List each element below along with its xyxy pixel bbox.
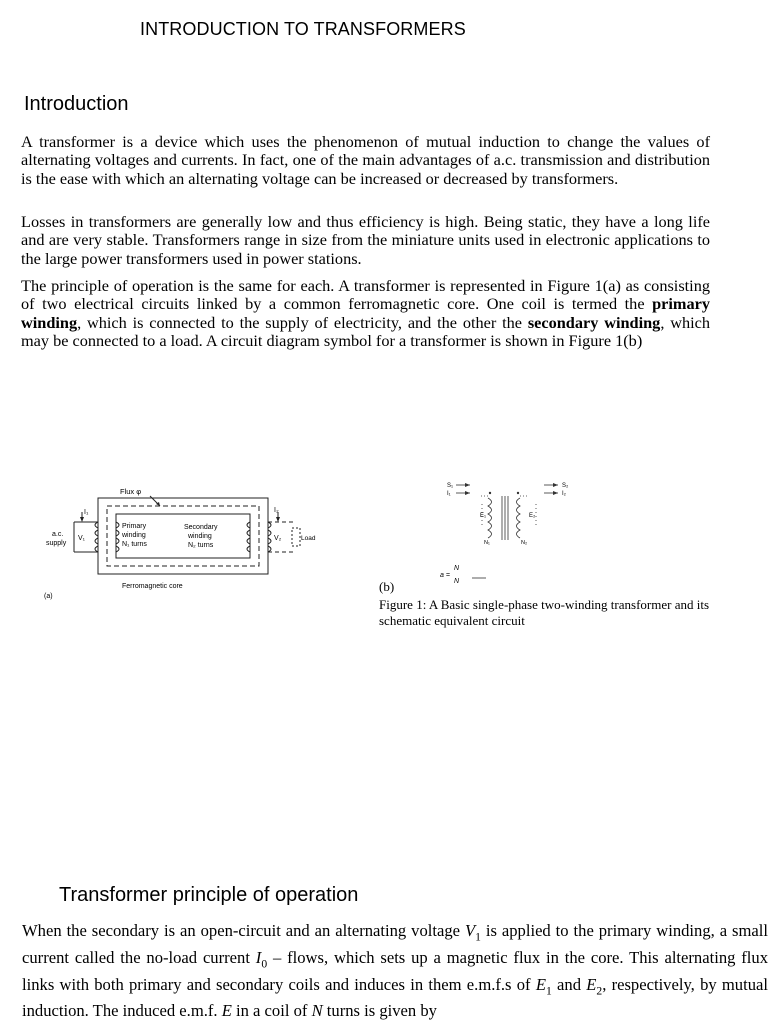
introduction-heading: Introduction [24,93,129,115]
n2-label: N₂ [521,540,528,546]
s1-label: S₁ [447,483,454,489]
ratio-lhs: a = [440,572,450,579]
figure-a-transformer-diagram [38,478,328,604]
supply-label-1: a.c. [52,531,64,538]
figure-caption: Figure 1: A Basic single-phase two-winding transformer and its schematic equivalent circuit [379,597,710,628]
s2-label: S₂ [562,483,569,489]
core-label: Ferromagnetic core [122,583,183,590]
ratio-num: N [454,565,460,572]
operation-paragraph: When the secondary is an open-circuit and an alternating voltage $V_1$ is applied to the primary winding, a small current called the no-load current $I_0$ – flows, which sets up a magnetic flux in the core. This alternating flux links with both primary and secondary coils and induces in them e.m.f.s of $E_1$ and $E_2$, respectively, by mutual induction. The induced e.m.f. E in a coil of N turns is given by [22,921,768,1021]
secondary-label-1: Secondary [184,524,218,531]
n1-label: N₁ [484,540,490,546]
primary-winding-term: primary winding [21,294,710,332]
figure-a-label: (a) [44,593,53,600]
operation-heading: Transformer principle of operation [59,884,359,906]
load-label: Load [301,535,316,542]
primary-winding-symbol [488,498,492,538]
intro-paragraph-2: Losses in transformers are generally low and thus efficiency is high. Being static, they have a long life and are very stable. Transformers range in size from the miniature units used in electronic applications to the large power transformers used in power stations. [21,212,710,268]
e2-label: E₂ [529,513,536,519]
document-title: INTRODUCTION TO TRANSFORMERS [140,19,466,39]
primary-label-2: winding [122,532,146,539]
flux-label: Flux φ [120,487,142,496]
secondary-winding-term: secondary winding [527,312,661,332]
i2-label: I₂ [274,507,279,514]
i2-label-b: I₂ [562,491,566,497]
ratio-den: N [454,578,460,585]
primary-label-1: Primary [122,523,147,530]
i1-label-b: I₁ [447,491,451,497]
v2-label: V₂ [274,535,282,542]
secondary-winding-symbol [517,498,521,538]
v1-label: V₁ [78,535,86,542]
secondary-label-2: winding [188,533,212,540]
supply-label-2: supply [46,540,67,547]
load-box [292,528,300,546]
secondary-label-3: N₂ turns [188,542,214,549]
intro-paragraph-3: The principle of operation is the same for each. A transformer is represented in Figure 1(a) as consisting of two electrical circuits linked by a common ferromagnetic core. One coil is termed the primary winding, which is connected to the supply of electricity, and the other the secondary winding, which may be connected to a load. A circuit diagram symbol for a transformer is shown in Figure 1(b) [21,276,710,350]
intro-paragraph-1: A transformer is a device which uses the phenomenon of mutual induction to change the values of alternating voltages and currents. In fact, one of the main advantages of a.c. transmission and distribution is the ease with which an alternating voltage can be increased or decreased by transformers. [21,132,710,188]
figure-b-label: (b) [379,579,395,594]
primary-label-3: N₁ turns [122,541,147,548]
i1-label: I₁ [84,509,89,516]
figure-b-schematic [432,476,582,586]
e1-label: E₁ [480,513,487,519]
